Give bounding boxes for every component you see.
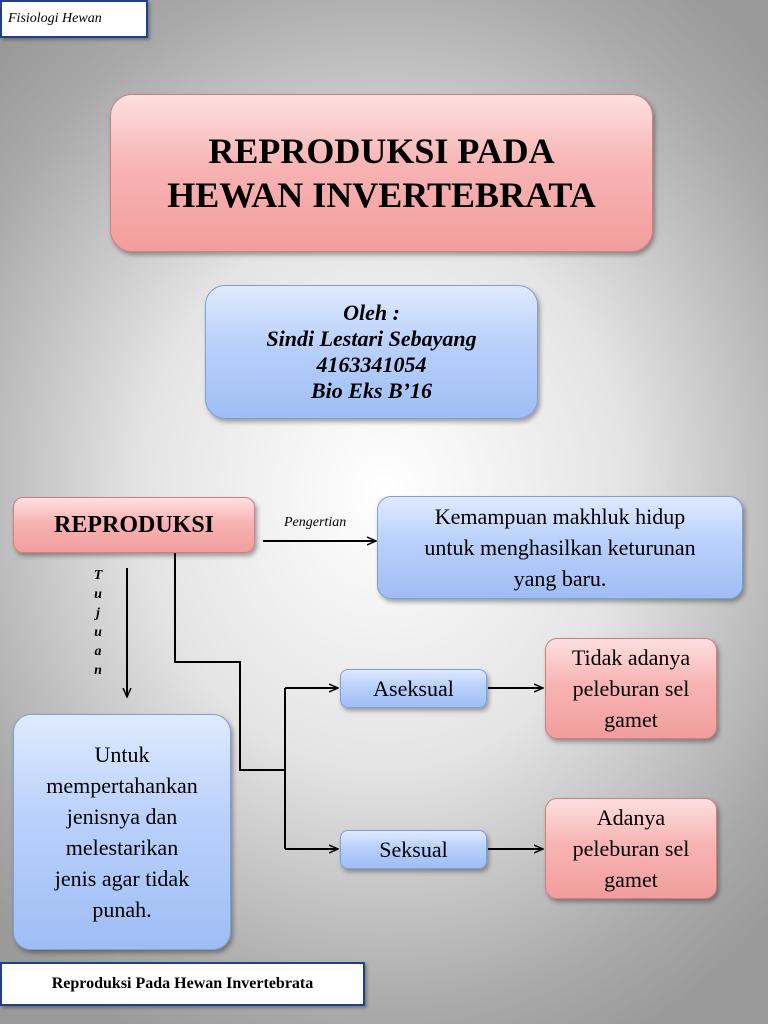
tujuan-line-4: melestarikan: [65, 835, 179, 860]
aseksual-label: Aseksual: [373, 676, 454, 701]
tujuan-letter: j: [96, 606, 100, 621]
seksual-desc-box: [545, 798, 717, 899]
header-tag-text: Fisiologi Hewan: [8, 11, 102, 26]
pengertian-label: Pengertian: [284, 515, 347, 530]
pengertian-line-2: untuk menghasilkan keturunan: [424, 535, 696, 560]
tujuan-letter: u: [94, 625, 102, 640]
pengertian-box: [377, 496, 743, 599]
pengertian-line-1: Kemampuan makhluk hidup: [434, 504, 686, 529]
tujuan-line-6: punah.: [92, 897, 152, 922]
tujuan-letter: n: [94, 663, 102, 678]
author-class: Bio Eks B’16: [310, 378, 433, 403]
tujuan-line-5: jenis agar tidak: [54, 866, 190, 891]
tujuan-label: [91, 566, 105, 680]
tujuan-line-3: jenisnya dan: [66, 804, 178, 829]
author-by: Oleh :: [343, 300, 400, 325]
title-line-2: HEWAN INVERTEBRATA: [167, 175, 596, 215]
tujuan-letter: a: [94, 644, 102, 659]
tujuan-line-2: mempertahankan: [46, 773, 198, 798]
author-name: Sindi Lestari Sebayang: [266, 326, 477, 351]
author-nim: 4163341054: [316, 352, 427, 377]
seksual-desc-line-2: peleburan sel: [572, 836, 690, 861]
seksual-label: Seksual: [379, 837, 448, 862]
aseksual-desc-line-3: gamet: [604, 707, 658, 732]
pengertian-line-3: yang baru.: [513, 566, 607, 591]
aseksual-desc-line-2: peleburan sel: [572, 676, 690, 701]
footer-tag-text: Reproduksi Pada Hewan Invertebrata: [51, 975, 314, 992]
aseksual-box: [340, 669, 487, 708]
tujuan-letter: T: [93, 568, 103, 583]
reproduksi-root-box: [13, 497, 255, 553]
seksual-desc-line-3: gamet: [604, 867, 658, 892]
aseksual-desc-box: [545, 638, 717, 739]
aseksual-desc-line-1: Tidak adanya: [571, 645, 691, 670]
tujuan-line-1: Untuk: [94, 742, 150, 767]
seksual-desc-line-1: Adanya: [596, 805, 666, 830]
tujuan-box: [13, 714, 231, 950]
tujuan-letter: u: [94, 587, 102, 602]
reproduksi-root-label: REPRODUKSI: [53, 511, 215, 538]
footer-tag: [0, 962, 365, 1006]
title-line-1: REPRODUKSI PADA: [208, 131, 555, 171]
seksual-box: [340, 830, 487, 869]
